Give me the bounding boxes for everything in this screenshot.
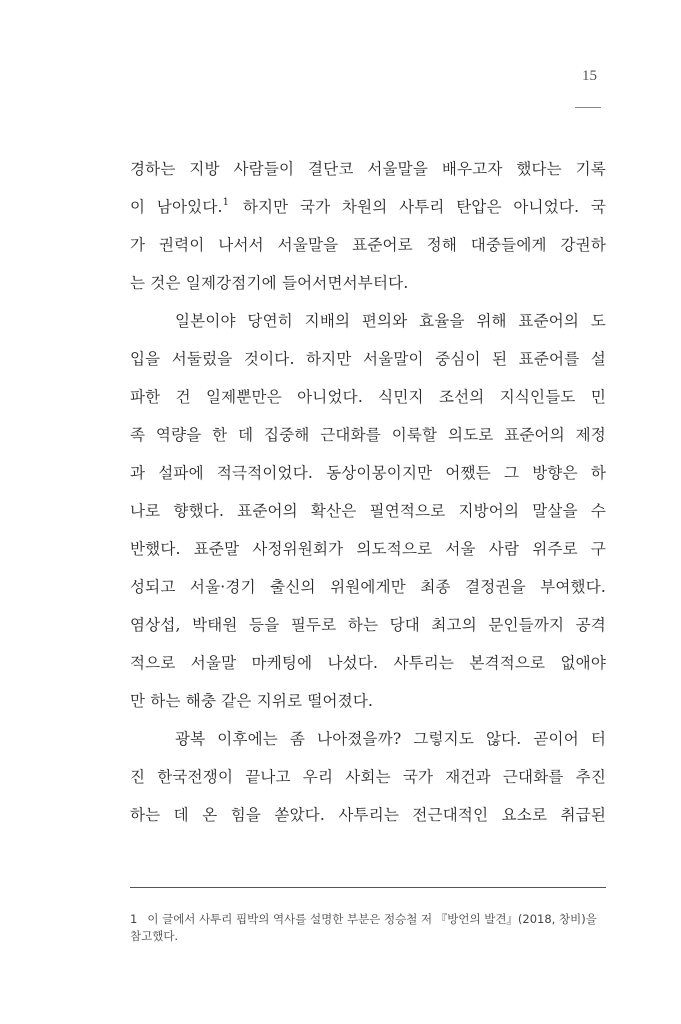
page-number-rule [575, 107, 601, 108]
text-line [130, 188, 606, 226]
text-line: 광복 이후에는 좀 나아졌을까? 그렇지도 않다. 곧이어 터 [175, 730, 606, 748]
text-line: 반했다. 표준말 사정위원회가 의도적으로 서울 사람 위주로 구 [130, 540, 606, 558]
footnote-divider [130, 887, 606, 888]
text-line: 일본이야 당연히 지배의 편의와 효율을 위해 표준어의 도 [175, 312, 606, 330]
text-line-part: 이 남아있다. [130, 198, 223, 216]
text-line: 과 설파에 적극적이었다. 동상이몽이지만 어쨌든 그 방향은 하 [130, 464, 606, 482]
text-line: 하는 데 온 힘을 쏟았다. 사투리는 전근대적인 요소로 취급된 [130, 806, 606, 824]
footnote-text: 이 글에서 사투리 핍박의 역사를 설명한 부분은 정승철 저 『방언의 발견』(2018, 창비)을 참고했다. [130, 912, 597, 943]
text-line: 경하는 지방 사람들이 결단코 서울말을 배우고자 했다는 기록 [130, 160, 606, 178]
text-line: 파한 건 일제뿐만은 아니었다. 식민지 조선의 지식인들도 민 [130, 388, 606, 406]
text-line: 입을 서둘렀을 것이다. 하지만 서울말이 중심이 된 표준어를 설 [130, 350, 606, 368]
body-text [130, 150, 606, 834]
footnote-number: 1 [130, 912, 138, 926]
text-line: 진 한국전쟁이 끝나고 우리 사회는 국가 재건과 근대화를 추진 [130, 768, 606, 786]
text-line: 는 것은 일제강점기에 들어서면서부터다. [130, 274, 409, 292]
text-line: 성되고 서울·경기 출신의 위원에게만 최종 결정권을 부여했다. [130, 578, 606, 596]
text-line: 가 권력이 나서서 서울말을 표준어로 정해 대중들에게 강권하 [130, 236, 606, 254]
text-line: 족 역량을 한 데 집중해 근대화를 이룩할 의도로 표준어의 제정 [130, 426, 606, 444]
text-line: 나로 향했다. 표준어의 확산은 필연적으로 지방어의 말살을 수 [130, 502, 606, 520]
text-line-part: 하지만 국가 차원의 사투리 탄압은 아니었다. 국 [231, 198, 606, 216]
footnote-marker[interactable]: 1 [222, 197, 230, 208]
text-line: 염상섭, 박태원 등을 필두로 하는 당대 최고의 문인들까지 공격 [130, 616, 606, 634]
page-number: 15 [582, 68, 597, 84]
text-line: 만 하는 해충 같은 지위로 떨어졌다. [130, 692, 374, 710]
footnote [130, 911, 606, 945]
text-line: 적으로 서울말 마케팅에 나섰다. 사투리는 본격적으로 없애야 [130, 654, 606, 672]
